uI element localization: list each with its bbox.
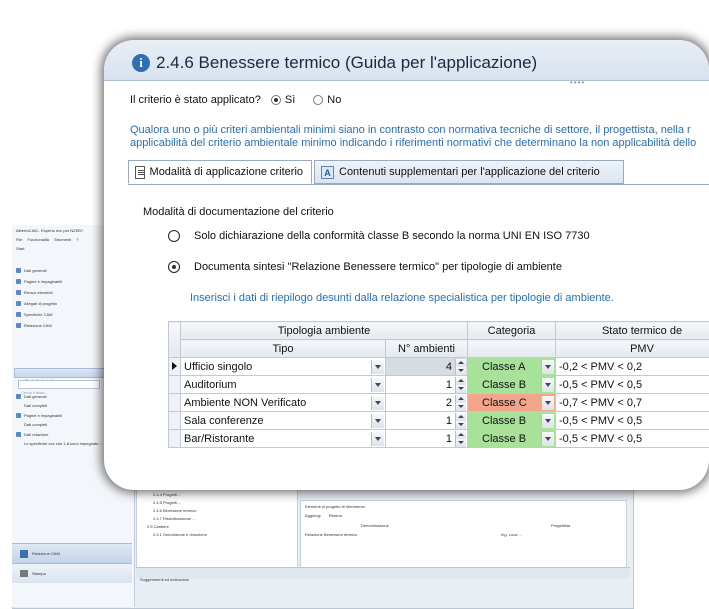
dropdown-arrow-icon[interactable] [371, 378, 384, 392]
pmv-cell[interactable] [556, 430, 709, 448]
node-icon [16, 432, 21, 437]
tipo-value: Sala conferenze [184, 414, 264, 427]
nav-item[interactable]: Elenco elementi [16, 288, 52, 297]
pmv-cell[interactable] [556, 394, 709, 412]
folder-icon [16, 290, 21, 295]
row-selector[interactable] [169, 412, 181, 430]
nav-item[interactable]: Relazione CAM [16, 321, 52, 330]
grid-cell[interactable]: Relazione Benessere termico [305, 532, 358, 537]
empty-area [169, 448, 709, 462]
no-label[interactable]: No [327, 94, 342, 106]
categoria-cell[interactable] [468, 358, 556, 376]
report-icon [20, 550, 28, 558]
background-window-title: AlbertoCAM - Esperto ecc per NZEB? [16, 228, 84, 233]
row-selector[interactable] [169, 430, 181, 448]
tab-label: Contenuti supplementari per l'applicazione del criterio [339, 166, 600, 178]
pmv-value: -0,5 < PMV < 0,5 [559, 432, 643, 445]
menu-item[interactable]: ? [76, 237, 79, 242]
tipo-cell[interactable] [181, 358, 386, 376]
nav-item[interactable]: Allegati di progetto [16, 299, 57, 308]
dropdown-arrow-icon[interactable] [541, 432, 554, 446]
n-ambienti-value: 1 [445, 414, 453, 427]
folder-icon [16, 301, 21, 306]
folder-icon [16, 312, 21, 317]
spin-down-icon[interactable] [456, 367, 466, 375]
row-selector[interactable] [169, 358, 181, 376]
dialog-titlebar [104, 40, 709, 87]
tipo-value: Auditorium [184, 378, 237, 391]
nav-item[interactable]: Dati generali [16, 266, 46, 275]
tipo-cell[interactable] [181, 412, 386, 430]
delete-button[interactable]: Elimina [328, 513, 342, 518]
nav-item[interactable]: Specifiche CAM [16, 310, 52, 319]
col-header-pmv[interactable]: PMV [556, 340, 709, 358]
row-selector-header [169, 322, 181, 358]
col-header-n-ambienti[interactable]: N° ambienti [386, 340, 468, 358]
n-ambienti-value: 4 [445, 360, 453, 373]
pmv-cell[interactable] [556, 412, 709, 430]
dropdown-arrow-icon[interactable] [541, 378, 554, 392]
applied-question-row [130, 94, 341, 106]
tipo-value: Bar/Ristorante [184, 432, 255, 445]
pmv-value: -0,2 < PMV < 0,2 [559, 360, 643, 373]
summary-radio[interactable] [168, 261, 180, 273]
tree-item[interactable]: 2.5 Cantiere [147, 524, 169, 529]
categoria-value: Classe A [482, 360, 526, 373]
bottom-nav-relazione[interactable]: Relazione CAM [12, 543, 132, 563]
group-header-tipologia: Tipologia ambiente [181, 322, 468, 340]
tipo-cell[interactable] [181, 394, 386, 412]
dropdown-arrow-icon[interactable] [371, 414, 384, 428]
declaration-label[interactable]: Solo dichiarazione della conformità classe B secondo la norma UNI EN ISO 7730 [194, 230, 590, 242]
categoria-value: Classe B [482, 378, 527, 391]
search-input[interactable]: Cerca il testo... [18, 380, 100, 389]
tree-item[interactable]: Le specifiche ecc che 1.8 sono impegnate... [24, 441, 102, 446]
yes-label[interactable]: Sì [284, 94, 296, 106]
node-icon [16, 394, 21, 399]
group-header-categoria: Categoria [468, 322, 556, 340]
spin-down-icon[interactable] [456, 421, 466, 429]
pmv-value: -0,5 < PMV < 0,5 [559, 414, 643, 427]
spin-up-icon[interactable] [456, 377, 466, 385]
dropdown-arrow-icon[interactable] [371, 360, 384, 374]
ambient-table [168, 321, 709, 462]
spinner[interactable] [455, 377, 466, 393]
tree-item[interactable]: 2.5.1 Demolizione e rimozione [153, 532, 207, 537]
dropdown-arrow-icon[interactable] [371, 432, 384, 446]
grid-col-header: Progettista [551, 523, 571, 528]
text-box-icon: A [321, 166, 334, 179]
table-row[interactable] [169, 412, 709, 430]
tree-item[interactable]: 2.4.6 Benessere termico [153, 508, 197, 513]
spin-down-icon[interactable] [456, 403, 466, 411]
splitter-grip[interactable]: •••• [570, 78, 586, 87]
n-ambienti-cell[interactable] [386, 430, 468, 448]
grid-col-header: Denominazione [361, 523, 389, 528]
dropdown-arrow-icon[interactable] [541, 396, 554, 410]
categoria-cell[interactable] [468, 412, 556, 430]
node-icon [16, 413, 21, 418]
pmv-cell[interactable] [556, 376, 709, 394]
tab-modalita-applicazione[interactable] [128, 160, 312, 184]
folder-icon [16, 268, 21, 273]
tree-item[interactable]: Dati generali [16, 392, 46, 401]
pmv-value: -0,5 < PMV < 0,5 [559, 378, 643, 391]
categoria-value: Classe C [482, 396, 527, 409]
tipo-value: Ambiente NON Verificato [184, 396, 307, 409]
tree-item[interactable]: Dati completi [24, 422, 48, 427]
tab-strip [128, 160, 709, 185]
bottom-nav-stampa[interactable]: Stampa [12, 563, 132, 583]
background-status-bar: Suggerimenti ed indicazioni [136, 567, 630, 578]
col-header-tipo[interactable]: Tipo [181, 340, 386, 358]
n-ambienti-value: 2 [445, 396, 453, 409]
dropdown-arrow-icon[interactable] [371, 396, 384, 410]
folder-icon [16, 323, 21, 328]
table-row[interactable] [169, 376, 709, 394]
documentation-heading: Modalità di documentazione del criterio [143, 206, 334, 218]
menu-item[interactable]: Funzionalità [27, 237, 50, 242]
instructions-text: Inserisci i dati di riepilogo desunti dalla relazione specialistica per tipologie di ambiente. [190, 292, 614, 304]
tree-item[interactable]: 2.4.4 Progetti ... [153, 492, 182, 497]
categoria-cell[interactable] [468, 376, 556, 394]
pmv-cell[interactable] [556, 358, 709, 376]
start-button[interactable]: Start [16, 246, 25, 251]
spin-up-icon[interactable] [456, 431, 466, 439]
row-selector[interactable] [169, 376, 181, 394]
n-ambienti-cell[interactable] [386, 412, 468, 430]
note-line-1: Qualora uno o più criteri ambientali minimi siano in contrasto con normativa tecniche di settore, il progettista, nella r [130, 124, 691, 136]
table-row[interactable] [169, 358, 709, 376]
spinner[interactable] [455, 431, 466, 447]
menu-item[interactable]: Strumenti [54, 237, 72, 242]
choice-summary-row[interactable] [168, 261, 562, 273]
categoria-cell[interactable] [468, 430, 556, 448]
n-ambienti-cell[interactable] [386, 358, 468, 376]
declaration-radio[interactable] [168, 230, 180, 242]
printer-icon [20, 570, 28, 577]
current-row-arrow-icon [172, 362, 177, 370]
dialog-title: 2.4.6 Benessere termico (Guida per l'applicazione) [156, 53, 538, 72]
table-row[interactable] [169, 430, 709, 448]
table-row[interactable] [169, 394, 709, 412]
tab-label: Modalità di applicazione criterio [149, 166, 303, 178]
categoria-value: Classe B [482, 432, 527, 445]
yes-radio[interactable] [271, 95, 281, 105]
choice-declaration-row[interactable] [168, 230, 590, 242]
no-radio[interactable] [313, 95, 323, 105]
background-menu [16, 237, 78, 242]
tree-item[interactable]: Dati completi [24, 403, 48, 408]
spin-down-icon[interactable] [456, 385, 466, 393]
dropdown-arrow-icon[interactable] [541, 360, 554, 374]
summary-label[interactable]: Documenta sintesi "Relazione Benessere termico" per tipologie di ambiente [194, 261, 562, 273]
folder-icon [16, 279, 21, 284]
empty-row-area [169, 448, 709, 462]
background-references-grid [300, 500, 627, 570]
tab-contenuti-supplementari[interactable] [314, 160, 624, 184]
group-header-stato-termico: Stato termico de [556, 322, 709, 340]
grid-title: Elementi di progetto di riferimento [305, 504, 365, 509]
menu-item[interactable]: File [16, 237, 23, 242]
spinner[interactable] [455, 359, 466, 375]
n-ambienti-value: 1 [445, 432, 453, 445]
background-criteria-tree [136, 488, 298, 570]
tree-item[interactable]: Dati relazione [16, 430, 48, 439]
spin-up-icon[interactable] [456, 395, 466, 403]
nav-item[interactable]: Pagine e impaginabili [16, 277, 62, 286]
spinner[interactable] [455, 395, 466, 411]
document-icon [135, 166, 145, 179]
spin-down-icon[interactable] [456, 439, 466, 447]
spin-up-icon[interactable] [456, 413, 466, 421]
spinner[interactable] [455, 413, 466, 429]
dropdown-arrow-icon[interactable] [541, 414, 554, 428]
tree-item[interactable]: 2.4.5 Progetti ... [153, 500, 182, 505]
criterion-dialog [104, 40, 709, 490]
note-line-2: applicabilità del criterio ambientale minimo indicando i riferimenti normativi che determinano la non applicabilità dello [130, 137, 697, 149]
n-ambienti-value: 1 [445, 378, 453, 391]
pmv-value: -0,7 < PMV < 0,7 [559, 396, 643, 409]
n-ambienti-cell[interactable] [386, 394, 468, 412]
add-button[interactable]: Aggiungi [305, 513, 321, 518]
categoria-value: Classe B [482, 414, 527, 427]
tipo-cell[interactable] [181, 430, 386, 448]
applied-question-label: Il criterio è stato applicato? [130, 94, 261, 106]
spin-up-icon[interactable] [456, 359, 466, 367]
info-icon: i [132, 54, 150, 72]
tree-item[interactable]: Pagine e impaginabili [16, 411, 62, 420]
categoria-cell[interactable] [468, 394, 556, 412]
tree-item[interactable]: 2.4.7 Ristrutturazione ... [153, 516, 196, 521]
row-selector[interactable] [169, 394, 181, 412]
grid-cell[interactable]: Ing. Luca ... [501, 532, 522, 537]
n-ambienti-cell[interactable] [386, 376, 468, 394]
tipo-cell[interactable] [181, 376, 386, 394]
grid-toolbar [305, 513, 342, 518]
col-header-categoria[interactable] [468, 340, 556, 358]
tipo-value: Ufficio singolo [184, 360, 253, 373]
